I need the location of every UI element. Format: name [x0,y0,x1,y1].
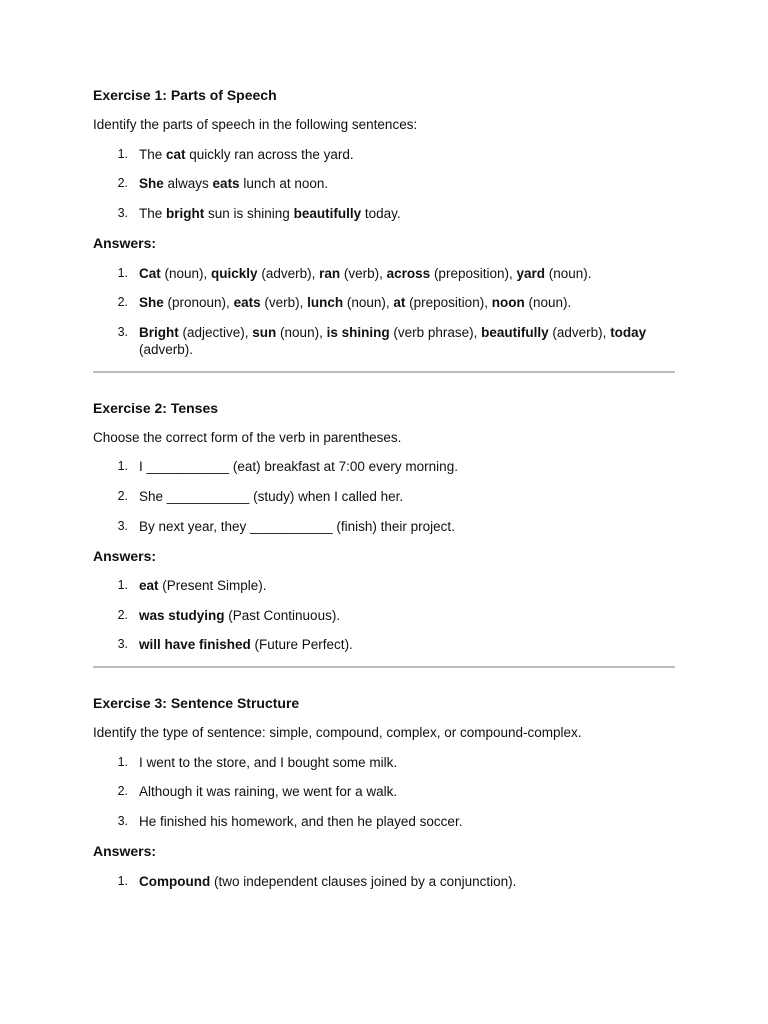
exercise-2-instruction: Choose the correct form of the verb in parentheses. [93,429,402,445]
list-item [93,518,675,536]
list-number: 1. [117,873,128,888]
exercise-1-answers-label: Answers: [93,235,157,252]
list-item-text [139,518,675,536]
list-item [93,754,675,772]
list-number: 3. [117,637,128,652]
text-run: (noun), [276,324,327,340]
bold-term: sun [252,324,277,340]
exercise-1-question-list [93,146,675,223]
list-item [93,873,675,891]
bold-term: eats [233,295,261,311]
text-run: By next year, they ___________ (finish) their project. [139,518,455,534]
exercise-1-section [93,86,675,359]
list-number: 2. [117,176,128,191]
exercise-3-answers-label: Answers: [93,843,157,860]
list-item [93,294,675,312]
text-run: sun is shining [204,205,294,221]
text-run: (two independent clauses joined by a conjunction). [210,873,517,889]
bold-term: noon [491,295,525,311]
list-item [93,458,675,476]
bold-term: quickly [211,265,258,281]
text-run: (verb), [340,265,387,281]
section-divider [93,666,675,668]
text-run: Although it was raining, we went for a walk. [139,784,398,800]
exercise-3-title: Exercise 3: Sentence Structure [93,694,300,711]
list-number: 2. [117,489,128,504]
bold-term: Cat [139,265,161,281]
exercise-3-instruction: Identify the type of sentence: simple, compound, complex, or compound-complex. [93,725,582,741]
text-run: (adjective), [178,324,253,340]
list-item [93,577,675,595]
list-number: 2. [117,295,128,310]
list-item [93,783,675,801]
list-item-text [139,754,675,772]
list-number: 2. [117,607,128,622]
text-run: He finished his homework, and then he played soccer. [139,813,463,829]
list-number: 3. [117,813,128,828]
list-item [93,205,675,223]
list-item-text [139,205,675,223]
list-item-text [139,873,675,891]
text-run: I ___________ (eat) breakfast at 7:00 every morning. [139,459,458,475]
text-run: (adverb). [139,342,194,358]
list-item-text [139,294,675,312]
bold-term: ran [319,265,341,281]
text-run: (Present Simple). [158,578,267,594]
text-run: She ___________ (study) when I called her. [139,489,404,505]
text-run: quickly ran across the yard. [185,146,354,162]
text-run: The [139,205,167,221]
exercise-2-answers-label: Answers: [93,548,157,565]
list-item-text [139,175,675,193]
text-run: (noun), [160,265,212,281]
list-item [93,488,675,506]
bold-term: will have finished [139,637,251,653]
list-number: 1. [117,265,128,280]
list-number: 1. [117,754,128,769]
bold-term: She [139,176,164,192]
text-run: (verb phrase), [389,324,482,340]
exercise-1-title: Exercise 1: Parts of Speech [93,87,277,103]
bold-term: Bright [139,324,179,340]
list-number: 3. [117,518,128,533]
bold-term: She [139,295,164,311]
bold-term: bright [166,205,205,221]
text-run: (Past Continuous). [224,607,341,623]
text-run: today. [361,205,401,221]
exercise-3-answer-list [93,873,675,891]
bold-term: is shining [326,324,390,340]
list-item [93,813,675,831]
text-run: (noun). [524,295,572,311]
list-number: 1. [117,146,128,161]
text-run: lunch at noon. [239,176,329,192]
exercise-1-instruction: Identify the parts of speech in the following sentences: [93,117,418,133]
list-number: 3. [117,324,128,339]
bold-term: lunch [307,295,344,311]
text-run: I went to the store, and I bought some milk. [139,754,398,770]
list-number: 1. [117,459,128,474]
list-item [93,324,675,359]
exercise-2-question-list [93,458,675,535]
list-item [93,175,675,193]
exercise-3-question-list [93,754,675,831]
list-item-text [139,607,675,625]
bold-term: eats [212,176,240,192]
list-item-text [139,813,675,831]
bold-term: across [386,265,431,281]
bold-term: yard [516,265,546,281]
exercise-2-title: Exercise 2: Tenses [93,399,219,416]
section-divider [93,371,675,373]
list-item-text [139,458,675,476]
text-run: (preposition), [405,295,492,311]
text-run: always [163,176,213,192]
bold-term: beautifully [293,205,362,221]
bold-term: was studying [139,607,225,623]
text-run: (pronoun), [163,295,234,311]
text-run: (adverb), [548,324,611,340]
list-item-text [139,146,675,164]
list-item-text [139,636,675,654]
bold-term: Compound [139,873,211,889]
exercise-2-section [93,399,675,654]
text-run: The [139,146,167,162]
text-run: (preposition), [430,265,517,281]
bold-term: eat [139,578,159,594]
bold-term: cat [166,146,186,162]
bold-term: at [393,295,406,311]
list-item-text [139,265,675,283]
list-item-text [139,324,675,359]
list-item [93,265,675,283]
bold-term: beautifully [481,324,549,340]
text-run: (noun). [545,265,592,281]
list-item-text [139,783,675,801]
text-run: (adverb), [257,265,320,281]
list-item-text [139,488,675,506]
exercise-3-section [93,694,675,890]
list-item [93,636,675,654]
list-number: 1. [117,578,128,593]
list-item [93,146,675,164]
exercise-1-answer-list [93,265,675,359]
list-number: 3. [117,205,128,220]
list-item [93,607,675,625]
text-run: (verb), [260,295,308,311]
bold-term: today [610,324,647,340]
text-run: (Future Perfect). [250,637,353,653]
list-item-text [139,577,675,595]
text-run: (noun), [343,295,394,311]
list-number: 2. [117,784,128,799]
exercise-2-answer-list [93,577,675,654]
